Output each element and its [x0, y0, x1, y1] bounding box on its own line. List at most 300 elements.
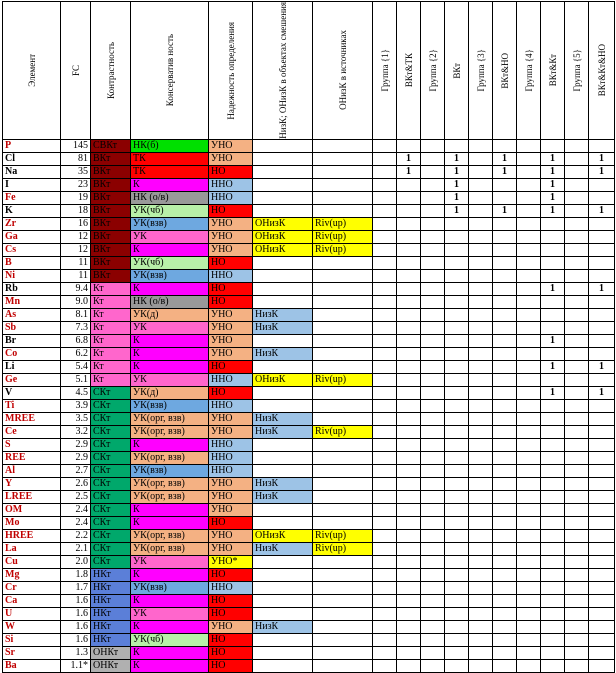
- onizk-cell: [313, 646, 373, 659]
- nizk-cell: [253, 269, 313, 282]
- contrast-cell: ВКт: [91, 243, 131, 256]
- contrast-cell: НКт: [91, 568, 131, 581]
- group-spacer-cell: [565, 464, 589, 477]
- table-row: [3, 490, 615, 503]
- group-cell: 1: [445, 178, 469, 191]
- group-cell: [541, 451, 565, 464]
- fc-cell: 2.9: [61, 438, 91, 451]
- group-cell: [589, 373, 615, 386]
- conservativeness-cell: УК(взв): [131, 399, 209, 412]
- group-cell: [445, 360, 469, 373]
- group-cell: [541, 594, 565, 607]
- contrast-cell: ВКт: [91, 269, 131, 282]
- group-cell: [541, 308, 565, 321]
- conservativeness-cell: К: [131, 178, 209, 191]
- group-cell: [445, 555, 469, 568]
- conservativeness-cell: УК(чб): [131, 256, 209, 269]
- group-cell: [493, 438, 517, 451]
- group-cell: [397, 282, 421, 295]
- group-cell: 1: [445, 191, 469, 204]
- group-spacer-cell: [469, 178, 493, 191]
- group-cell: [541, 542, 565, 555]
- conservativeness-cell: К: [131, 646, 209, 659]
- group-spacer-cell: [517, 178, 541, 191]
- element-cell: Cu: [3, 555, 61, 568]
- nizk-cell: [253, 594, 313, 607]
- group-spacer-cell: [421, 230, 445, 243]
- conservativeness-cell: К: [131, 347, 209, 360]
- group-spacer-cell: [517, 334, 541, 347]
- group-cell: [493, 373, 517, 386]
- group-spacer-cell: [373, 243, 397, 256]
- group-cell: [493, 581, 517, 594]
- element-cell: P: [3, 139, 61, 152]
- group-cell: 1: [445, 165, 469, 178]
- group-spacer-cell: [565, 529, 589, 542]
- contrast-cell: СКт: [91, 516, 131, 529]
- reliability-cell: НО: [209, 516, 253, 529]
- fc-cell: 2.4: [61, 503, 91, 516]
- table-row: [3, 555, 615, 568]
- group-cell: [589, 633, 615, 646]
- conservativeness-cell: УК: [131, 230, 209, 243]
- group-spacer-cell: [421, 516, 445, 529]
- nizk-cell: НизК: [253, 308, 313, 321]
- group-spacer-cell: [469, 139, 493, 152]
- group-spacer-cell: [469, 568, 493, 581]
- group-cell: [589, 321, 615, 334]
- onizk-cell: [313, 438, 373, 451]
- column-header-label: Надежность определения: [225, 21, 236, 120]
- nizk-cell: [253, 334, 313, 347]
- column-header-label: Группа {2}: [427, 49, 438, 92]
- group-spacer-cell: [517, 594, 541, 607]
- nizk-cell: НизК: [253, 425, 313, 438]
- group-spacer-cell: [565, 308, 589, 321]
- group-spacer-cell: [421, 204, 445, 217]
- group-cell: [397, 646, 421, 659]
- nizk-cell: ОНизК: [253, 243, 313, 256]
- contrast-cell: СКт: [91, 386, 131, 399]
- group-cell: [493, 477, 517, 490]
- group-spacer-cell: [565, 152, 589, 165]
- contrast-cell: ВКт: [91, 256, 131, 269]
- group-cell: [445, 334, 469, 347]
- nizk-cell: [253, 191, 313, 204]
- group-spacer-cell: [421, 464, 445, 477]
- group-cell: [493, 282, 517, 295]
- contrast-cell: ВКт: [91, 152, 131, 165]
- element-cell: Cl: [3, 152, 61, 165]
- nizk-cell: [253, 204, 313, 217]
- group-cell: [397, 230, 421, 243]
- table-row: [3, 594, 615, 607]
- group-spacer-cell: [565, 386, 589, 399]
- column-header: [131, 2, 209, 140]
- group-spacer-cell: [565, 282, 589, 295]
- group-cell: [445, 646, 469, 659]
- group-spacer-cell: [373, 360, 397, 373]
- fc-cell: 1.8: [61, 568, 91, 581]
- onizk-cell: [313, 451, 373, 464]
- table-row: [3, 386, 615, 399]
- contrast-cell: СКт: [91, 477, 131, 490]
- group-spacer-cell: [469, 581, 493, 594]
- contrast-cell: СКт: [91, 451, 131, 464]
- contrast-cell: Кт: [91, 282, 131, 295]
- element-cell: K: [3, 204, 61, 217]
- group-spacer-cell: [373, 659, 397, 672]
- group-cell: [541, 256, 565, 269]
- onizk-cell: [313, 308, 373, 321]
- contrast-cell: СКт: [91, 529, 131, 542]
- fc-cell: 9.4: [61, 282, 91, 295]
- element-cell: OM: [3, 503, 61, 516]
- group-cell: [397, 139, 421, 152]
- group-cell: [589, 581, 615, 594]
- reliability-cell: ННО: [209, 581, 253, 594]
- onizk-cell: Riv(up): [313, 230, 373, 243]
- reliability-cell: НО: [209, 659, 253, 672]
- element-cell: Ga: [3, 230, 61, 243]
- element-cell: Rb: [3, 282, 61, 295]
- group-cell: [493, 334, 517, 347]
- group-spacer-cell: [373, 152, 397, 165]
- group-cell: [445, 217, 469, 230]
- column-header: [253, 2, 313, 140]
- fc-cell: 1.6: [61, 620, 91, 633]
- contrast-cell: НКт: [91, 594, 131, 607]
- element-cell: Mg: [3, 568, 61, 581]
- reliability-cell: НО: [209, 646, 253, 659]
- group-cell: [397, 581, 421, 594]
- column-header-label: Консерватив ность: [164, 34, 175, 107]
- group-spacer-cell: [469, 425, 493, 438]
- contrast-cell: СКт: [91, 399, 131, 412]
- group-spacer-cell: [517, 256, 541, 269]
- element-cell: Cr: [3, 581, 61, 594]
- group-spacer-cell: [517, 204, 541, 217]
- onizk-cell: [313, 581, 373, 594]
- group-spacer-cell: [421, 347, 445, 360]
- group-spacer-cell: [421, 399, 445, 412]
- group-cell: 1: [541, 360, 565, 373]
- group-cell: [397, 204, 421, 217]
- conservativeness-cell: УК(чб): [131, 204, 209, 217]
- onizk-cell: Riv(up): [313, 542, 373, 555]
- group-cell: [445, 386, 469, 399]
- onizk-cell: [313, 464, 373, 477]
- element-cell: La: [3, 542, 61, 555]
- reliability-cell: НО: [209, 204, 253, 217]
- group-cell: [397, 594, 421, 607]
- fc-cell: 145: [61, 139, 91, 152]
- group-cell: [493, 464, 517, 477]
- contrast-cell: Кт: [91, 347, 131, 360]
- element-cell: HREE: [3, 529, 61, 542]
- element-cell: U: [3, 607, 61, 620]
- group-spacer-cell: [469, 633, 493, 646]
- nizk-cell: [253, 646, 313, 659]
- group-cell: [445, 282, 469, 295]
- group-spacer-cell: [421, 555, 445, 568]
- group-cell: [397, 425, 421, 438]
- onizk-cell: [313, 256, 373, 269]
- group-spacer-cell: [469, 373, 493, 386]
- group-spacer-cell: [421, 178, 445, 191]
- group-cell: [589, 542, 615, 555]
- group-spacer-cell: [565, 295, 589, 308]
- reliability-cell: УНО*: [209, 555, 253, 568]
- nizk-cell: НизК: [253, 490, 313, 503]
- group-spacer-cell: [517, 243, 541, 256]
- contrast-cell: СКт: [91, 503, 131, 516]
- group-cell: [397, 399, 421, 412]
- element-cell: LREE: [3, 490, 61, 503]
- conservativeness-cell: К: [131, 503, 209, 516]
- group-spacer-cell: [421, 633, 445, 646]
- fc-cell: 2.1: [61, 542, 91, 555]
- element-cell: Co: [3, 347, 61, 360]
- group-cell: [493, 555, 517, 568]
- group-spacer-cell: [517, 412, 541, 425]
- contrast-cell: СВКт: [91, 139, 131, 152]
- conservativeness-cell: УК: [131, 373, 209, 386]
- group-spacer-cell: [421, 425, 445, 438]
- group-spacer-cell: [373, 490, 397, 503]
- element-cell: Fe: [3, 191, 61, 204]
- nizk-cell: [253, 256, 313, 269]
- column-header-label: ВКт&НО: [499, 52, 510, 89]
- fc-cell: 2.0: [61, 555, 91, 568]
- column-header-label: НизК; ОНизК в объектах смешения: [277, 2, 288, 139]
- group-spacer-cell: [469, 243, 493, 256]
- fc-cell: 11: [61, 256, 91, 269]
- group-spacer-cell: [517, 659, 541, 672]
- fc-cell: 1.6: [61, 607, 91, 620]
- conservativeness-cell: К: [131, 243, 209, 256]
- group-spacer-cell: [517, 464, 541, 477]
- contrast-cell: СКт: [91, 464, 131, 477]
- group-cell: [541, 503, 565, 516]
- group-spacer-cell: [565, 321, 589, 334]
- conservativeness-cell: К: [131, 620, 209, 633]
- group-spacer-cell: [517, 295, 541, 308]
- group-cell: [493, 542, 517, 555]
- group-spacer-cell: [421, 503, 445, 516]
- table-row: [3, 334, 615, 347]
- group-spacer-cell: [565, 165, 589, 178]
- group-spacer-cell: [517, 373, 541, 386]
- nizk-cell: [253, 516, 313, 529]
- group-cell: [445, 412, 469, 425]
- group-spacer-cell: [373, 646, 397, 659]
- fc-cell: 2.9: [61, 451, 91, 464]
- contrast-cell: ВКт: [91, 191, 131, 204]
- column-header: [313, 2, 373, 140]
- group-spacer-cell: [469, 191, 493, 204]
- group-cell: [397, 451, 421, 464]
- onizk-cell: [313, 139, 373, 152]
- group-spacer-cell: [565, 451, 589, 464]
- reliability-cell: ННО: [209, 178, 253, 191]
- group-cell: [445, 256, 469, 269]
- group-cell: [541, 477, 565, 490]
- onizk-cell: [313, 282, 373, 295]
- element-cell: Mo: [3, 516, 61, 529]
- group-spacer-cell: [373, 438, 397, 451]
- onizk-cell: [313, 503, 373, 516]
- group-cell: [541, 230, 565, 243]
- fc-cell: 4.5: [61, 386, 91, 399]
- group-cell: [397, 568, 421, 581]
- element-cell: Si: [3, 633, 61, 646]
- group-spacer-cell: [421, 165, 445, 178]
- table-row: [3, 620, 615, 633]
- fc-cell: 8.1: [61, 308, 91, 321]
- nizk-cell: НизК: [253, 542, 313, 555]
- group-spacer-cell: [421, 243, 445, 256]
- nizk-cell: [253, 568, 313, 581]
- fc-cell: 3.5: [61, 412, 91, 425]
- group-spacer-cell: [565, 243, 589, 256]
- group-cell: 1: [589, 165, 615, 178]
- fc-cell: 1.3: [61, 646, 91, 659]
- column-header-label: ВКт&Кт&НО: [596, 44, 607, 97]
- group-cell: [589, 191, 615, 204]
- group-spacer-cell: [517, 503, 541, 516]
- group-spacer-cell: [517, 139, 541, 152]
- group-cell: 1: [589, 204, 615, 217]
- column-header: [397, 2, 421, 140]
- column-header: [469, 2, 493, 140]
- onizk-cell: [313, 204, 373, 217]
- group-spacer-cell: [421, 386, 445, 399]
- column-header: [421, 2, 445, 140]
- table-row: [3, 152, 615, 165]
- contrast-cell: НКт: [91, 607, 131, 620]
- group-cell: 1: [589, 282, 615, 295]
- reliability-cell: НО: [209, 386, 253, 399]
- group-spacer-cell: [421, 607, 445, 620]
- group-spacer-cell: [469, 542, 493, 555]
- table-row: [3, 269, 615, 282]
- group-spacer-cell: [517, 321, 541, 334]
- group-spacer-cell: [469, 152, 493, 165]
- group-cell: [397, 334, 421, 347]
- group-cell: 1: [397, 152, 421, 165]
- group-spacer-cell: [565, 191, 589, 204]
- onizk-cell: [313, 360, 373, 373]
- group-spacer-cell: [517, 425, 541, 438]
- onizk-cell: [313, 607, 373, 620]
- group-spacer-cell: [565, 334, 589, 347]
- fc-cell: 1.7: [61, 581, 91, 594]
- group-spacer-cell: [373, 191, 397, 204]
- group-cell: [397, 243, 421, 256]
- group-spacer-cell: [565, 360, 589, 373]
- group-cell: [589, 139, 615, 152]
- reliability-cell: УНО: [209, 529, 253, 542]
- group-spacer-cell: [373, 347, 397, 360]
- nizk-cell: [253, 633, 313, 646]
- conservativeness-cell: К: [131, 334, 209, 347]
- conservativeness-cell: ТК: [131, 152, 209, 165]
- group-cell: [397, 516, 421, 529]
- group-cell: [541, 295, 565, 308]
- table-row: [3, 347, 615, 360]
- group-cell: [541, 620, 565, 633]
- column-header-label: Группа {5}: [571, 49, 582, 92]
- group-spacer-cell: [421, 620, 445, 633]
- element-cell: Al: [3, 464, 61, 477]
- onizk-cell: [313, 568, 373, 581]
- table-row: [3, 399, 615, 412]
- group-spacer-cell: [565, 373, 589, 386]
- group-spacer-cell: [421, 308, 445, 321]
- group-cell: [397, 308, 421, 321]
- nizk-cell: [253, 438, 313, 451]
- group-spacer-cell: [421, 659, 445, 672]
- reliability-cell: НО: [209, 256, 253, 269]
- column-header: [61, 2, 91, 140]
- group-cell: [445, 607, 469, 620]
- group-cell: [589, 516, 615, 529]
- group-cell: [397, 295, 421, 308]
- group-spacer-cell: [373, 464, 397, 477]
- contrast-cell: ВКт: [91, 165, 131, 178]
- group-spacer-cell: [565, 555, 589, 568]
- nizk-cell: [253, 178, 313, 191]
- group-spacer-cell: [469, 386, 493, 399]
- group-cell: [397, 529, 421, 542]
- reliability-cell: УНО: [209, 542, 253, 555]
- group-spacer-cell: [517, 555, 541, 568]
- reliability-cell: ННО: [209, 269, 253, 282]
- group-spacer-cell: [373, 295, 397, 308]
- group-cell: [445, 269, 469, 282]
- group-cell: 1: [541, 334, 565, 347]
- conservativeness-cell: К: [131, 282, 209, 295]
- group-cell: [445, 308, 469, 321]
- contrast-cell: Кт: [91, 373, 131, 386]
- group-cell: [541, 269, 565, 282]
- group-cell: [445, 295, 469, 308]
- group-spacer-cell: [421, 360, 445, 373]
- group-spacer-cell: [469, 321, 493, 334]
- group-cell: [493, 451, 517, 464]
- reliability-cell: УНО: [209, 230, 253, 243]
- group-spacer-cell: [469, 165, 493, 178]
- contrast-cell: Кт: [91, 334, 131, 347]
- group-spacer-cell: [421, 152, 445, 165]
- nizk-cell: [253, 659, 313, 672]
- group-cell: [445, 425, 469, 438]
- column-header-label: Элемент: [26, 53, 37, 87]
- element-cell: Ti: [3, 399, 61, 412]
- group-spacer-cell: [517, 347, 541, 360]
- group-spacer-cell: [565, 204, 589, 217]
- group-spacer-cell: [565, 581, 589, 594]
- reliability-cell: УНО: [209, 347, 253, 360]
- element-cell: Y: [3, 477, 61, 490]
- group-spacer-cell: [517, 451, 541, 464]
- contrast-cell: Кт: [91, 295, 131, 308]
- contrast-cell: ОНКт: [91, 659, 131, 672]
- group-cell: [589, 568, 615, 581]
- conservativeness-cell: НК(б): [131, 139, 209, 152]
- column-header: [565, 2, 589, 140]
